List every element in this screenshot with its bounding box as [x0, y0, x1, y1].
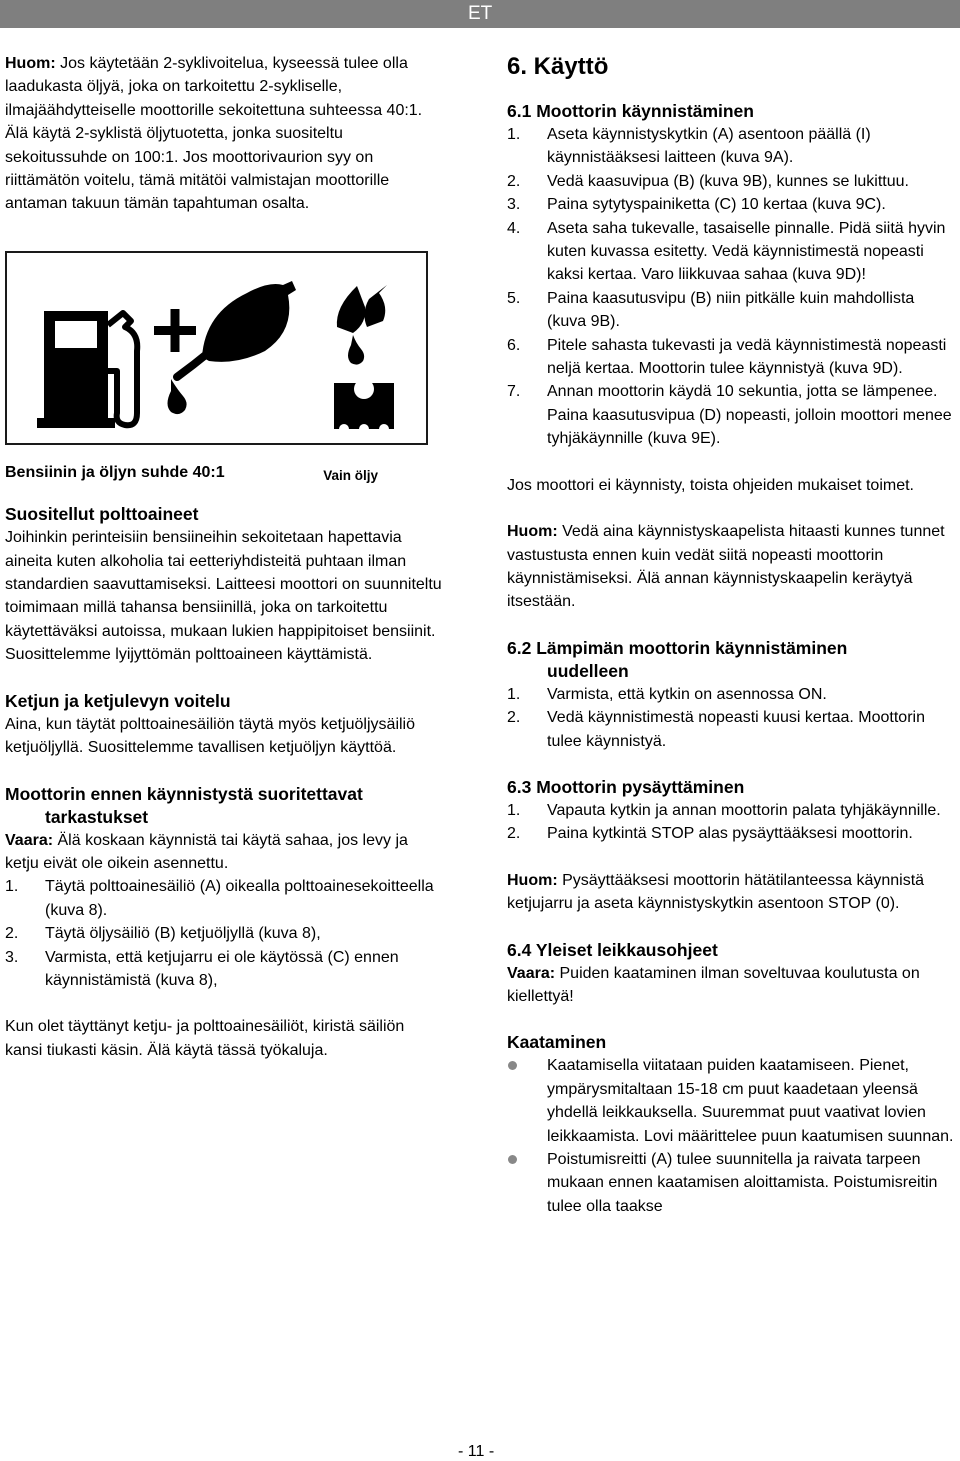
s63-title: 6.3 Moottorin pysäyttäminen	[507, 776, 745, 797]
checks-warning	[5, 829, 445, 876]
warning-label: Vaara:	[507, 964, 556, 982]
list-item	[507, 1148, 957, 1218]
list-item	[5, 922, 445, 945]
felling-list	[507, 1054, 957, 1218]
list-text: Paina kytkintä STOP alas pysäyttääksesi moottorin.	[547, 825, 913, 843]
checks-heading-line2: tarkastukset	[45, 806, 149, 827]
oil-only-can-icon	[337, 285, 387, 365]
list-item	[507, 123, 957, 170]
list-text: Pitele sahasta tukevasti ja vedä käynnistimestä nopeasti neljä kertaa. Moottorin tulee käynnistyä (kuva 9D).	[547, 336, 947, 378]
fuel-note	[5, 52, 445, 216]
list-item	[507, 287, 957, 334]
list-item	[507, 193, 957, 216]
list-number: 1.	[507, 685, 521, 703]
s63-steps	[507, 799, 957, 846]
retry-text: Jos moottori ei käynnisty, toista ohjeiden mukaiset toimet.	[507, 476, 914, 494]
list-number: 2.	[507, 172, 521, 190]
figure-labels	[5, 461, 378, 487]
list-item	[507, 683, 957, 706]
s62-title	[507, 637, 957, 683]
note-label: Huom:	[507, 871, 558, 889]
warning-text: Puiden kaataminen ilman soveltuvaa koulutusta on kiellettyä!	[507, 964, 920, 1005]
list-item	[507, 170, 957, 193]
chain-bar-icon	[334, 379, 394, 434]
s61-title: 6.1 Moottorin käynnistäminen	[507, 101, 754, 121]
list-text: Paina kaasutusvipu (B) niin pitkälle kuin mahdollista (kuva 9B).	[547, 289, 915, 331]
oil-only-label: Vain öljy	[323, 467, 378, 483]
list-number: 1.	[507, 126, 521, 143]
checks-list	[5, 875, 445, 992]
plus-icon	[154, 309, 196, 352]
section-title: 6. Käyttö	[507, 53, 609, 80]
list-text: Poistumisreitti (A) tulee suunnitella ja raivata tarpeen mukaan ennen kaatamisen aloittamista. Poistumisreitin tulee olla taakse	[547, 1151, 938, 1215]
s64-title: 6.4 Yleiset leikkausohjeet	[507, 939, 718, 960]
list-text: Paina sytytyspainiketta (C) 10 kertaa (kuva 9C).	[547, 196, 886, 214]
warning-text: Älä koskaan käynnistä tai käytä sahaa, jos levy ja ketju eivät ole oikein asennettu.	[5, 831, 408, 872]
note-text: Pysäyttääksesi moottorin hätätilanteessa käynnistä ketjujarru ja aseta käynnistyskytkin asentoon STOP (0).	[507, 871, 925, 913]
list-number: 2.	[5, 925, 19, 943]
start-note	[507, 520, 957, 614]
checks-heading-line1: Moottorin ennen käynnistystä suoritettavat	[5, 783, 363, 804]
list-item	[507, 217, 957, 287]
fuel-mix-label: Bensiinin ja öljyn suhde 40:1	[5, 463, 225, 481]
list-text: Varmista, että ketjujarru ei ole käytössä (C) ennen käynnistämistä (kuva 8),	[45, 948, 399, 989]
fuel-pump-icon	[37, 311, 137, 428]
list-number: 1.	[507, 801, 521, 819]
bullet-icon	[508, 1061, 517, 1070]
list-number: 1.	[5, 878, 19, 896]
note-text: Jos käytetään 2-syklivoitelua, kyseessä tulee olla laadukasta öljyä, joka on tarkoitettu 2-sykliselle, ilmajäähdytteiselle moottorille sekoitettuna suhteessa 40:1. Älä käytä 2-syklistä öljytuotetta, jonka suositeltu sekoitussuhde on 100:1. Jos moottorivaurion syy on riittämätön voitelu, tämä mitätöi valmistajan moottorille antaman takuun tämän tapahtuman osalta.	[5, 55, 423, 213]
list-text: Täytä öljysäiliö (B) ketjuöljyllä (kuva 8),	[45, 925, 321, 943]
list-number: 4.	[507, 219, 521, 237]
list-number: 3.	[507, 196, 521, 214]
list-text: Annan moottorin käydä 10 sekuntia, jotta se lämpenee. Paina kaasutusvipua (D) nopeasti, jolloin moottori menee tyhjäkäynnille (kuva 9E).	[547, 383, 952, 448]
left-column	[5, 52, 445, 1062]
list-item	[507, 799, 957, 822]
list-text: Vedä kaasuvipua (B) (kuva 9B), kunnes se lukittuu.	[547, 172, 909, 190]
list-text: Aseta käynnistyskytkin (A) asentoon päällä (I) käynnistääksesi laitteen (kuva 9A).	[547, 126, 871, 167]
note-label: Huom:	[5, 55, 56, 72]
list-number: 3.	[5, 948, 19, 966]
note-text: Vedä aina käynnistyskaapelista hitaasti kunnes tunnet vastustusta ennen kuin vedät siitä nopeasti moottorin käynnistämiseksi. Älä annan käynnistyskaapelin keräytyä itsestään.	[507, 523, 945, 611]
list-item	[507, 706, 957, 753]
s62-title-line2: uudelleen	[547, 660, 629, 681]
list-text: Vedä käynnistimestä nopeasti kuusi kertaa. Moottorin tulee käynnistyä.	[547, 709, 925, 750]
felling-heading: Kaataminen	[507, 1032, 607, 1053]
lube-heading: Ketjun ja ketjulevyn voitelu	[5, 690, 231, 711]
fuels-heading: Suositellut polttoaineet	[5, 504, 199, 525]
list-number: 5.	[507, 289, 521, 307]
warning-label: Vaara:	[5, 831, 54, 849]
oil-can-icon	[168, 281, 297, 414]
page-number: - 11 -	[458, 1443, 495, 1460]
list-text: Varmista, että kytkin on asennossa ON.	[547, 685, 827, 703]
bullet-icon	[508, 1155, 517, 1164]
lube-text: Aina, kun täytät polttoainesäiliön täytä myös ketjuöljysäiliö ketjuöljyllä. Suosittelemme tavallisen ketjuöljyn käyttöä.	[5, 715, 415, 757]
list-number: 7.	[507, 383, 521, 401]
list-item	[5, 946, 445, 993]
list-item	[507, 822, 957, 845]
list-number: 6.	[507, 336, 521, 354]
list-text: Aseta saha tukevalle, tasaiselle pinnalle. Pidä siitä hyvin kuten kuvassa esitetty. Vedä käynnistimestä nopeasti kaksi kertaa. Varo liikkuvaa sahaa (kuva 9D)!	[547, 219, 946, 284]
list-item	[507, 334, 957, 381]
after-fill-text: Kun olet täyttänyt ketju- ja polttoainesäiliöt, kiristä säiliön kansi tiukasti käsin. Älä käytä tässä työkaluja.	[5, 1018, 405, 1059]
note-label: Huom:	[507, 523, 558, 541]
checks-heading	[5, 783, 445, 829]
fuels-text: Joihinkin perinteisiin bensiineihin sekoitetaan hapettavia aineita kuten alkoholia tai eetteriyhdisteitä puhtaan ilman standardien saavuttamiseksi. Laitteesi moottori on suunniteltu toimimaan millä tahansa bensiinillä, joka on tarkoitettu käytettäväksi autoissa, mukaan lukien happipitoiset bensiinit. Suosittelemme lyijyttömän polttoaineen käyttämistä.	[5, 529, 442, 664]
list-number: 2.	[507, 825, 521, 843]
s62-steps	[507, 683, 957, 753]
s61-steps	[507, 123, 957, 451]
list-item	[507, 1054, 957, 1148]
fuel-oil-pictogram	[7, 253, 426, 443]
list-item	[507, 380, 957, 450]
right-column	[507, 52, 957, 1218]
list-text: Kaatamisella viitataan puiden kaatamiseen. Pienet, ympärysmitaltaan 15-18 cm puut kaadetaan yleensä yhdellä leikkauksella. Suuremmat puut vaativat lovien leikkaamista. Lovi määrittelee puun kaatumisen suunnan.	[547, 1057, 954, 1145]
language-header-bar	[0, 0, 960, 28]
s62-title-line1: 6.2 Lämpimän moottorin käynnistäminen	[507, 637, 848, 658]
list-text: Täytä polttoainesäiliö (A) oikealla polttoainesekoitteella (kuva 8).	[45, 878, 434, 919]
language-code: ET	[468, 3, 493, 24]
fuel-mix-figure	[5, 251, 428, 445]
list-text: Vapauta kytkin ja annan moottorin palata tyhjäkäynnille.	[547, 801, 941, 819]
stop-note	[507, 869, 957, 916]
list-item	[5, 875, 445, 922]
s64-warning	[507, 962, 957, 1009]
list-number: 2.	[507, 709, 521, 727]
